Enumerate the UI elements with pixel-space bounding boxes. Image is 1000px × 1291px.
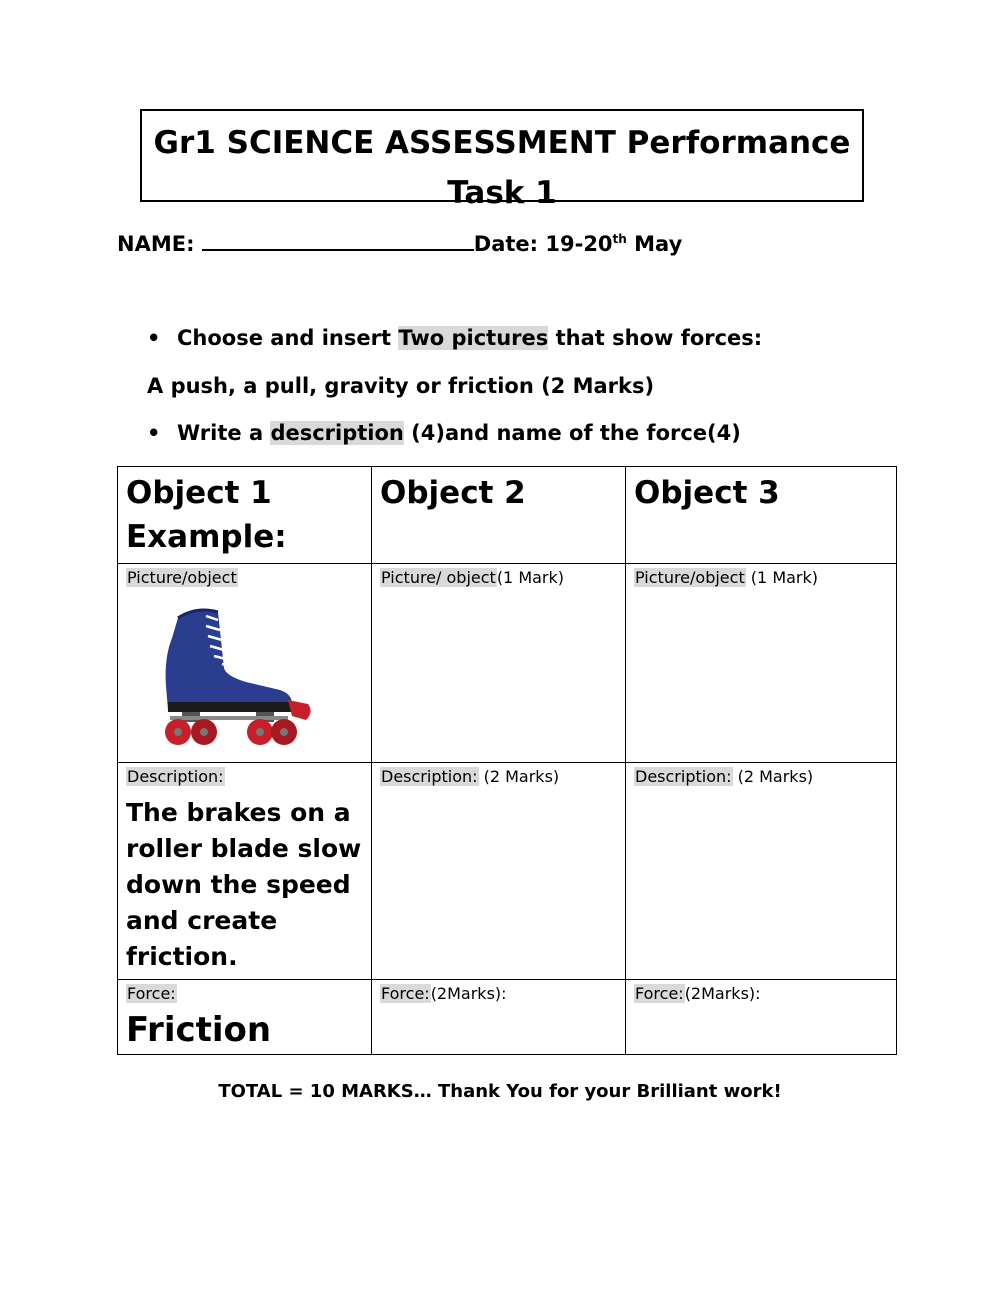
date-label: Date: 19-20 [473, 232, 613, 256]
instruction-1-text-end: that show forces: [548, 326, 763, 350]
object-2-picture-cell[interactable] [372, 564, 626, 763]
name-date-row [117, 231, 682, 256]
table-row-headings [118, 467, 897, 564]
object-2-description-cell[interactable] [372, 763, 626, 980]
name-blank-line[interactable] [202, 231, 474, 251]
object-3-force-cell[interactable] [626, 980, 897, 1055]
name-label: NAME: [117, 232, 195, 256]
object-1-picture-cell[interactable] [118, 564, 372, 763]
date-month: May [634, 232, 683, 256]
page-title: Gr1 SCIENCE ASSESSMENT Performance Task 1 [153, 125, 851, 211]
instruction-3-text: Write a [177, 421, 271, 445]
instruction-1-highlight: Two pictures [398, 326, 549, 350]
description-label: Description: [127, 767, 224, 786]
example-description: The brakes on a roller blade slow down the speed and create friction. [126, 798, 362, 971]
instruction-3-text-end: (4)and name of the force(4) [403, 421, 741, 445]
table-row-descriptions [118, 763, 897, 980]
force-marks: (2Marks): [430, 984, 507, 1003]
description-label: Description: [381, 767, 478, 786]
picture-label: Picture/ object [381, 568, 496, 587]
instruction-3 [147, 421, 741, 445]
roller-skate-icon [156, 598, 331, 753]
example-force-value: Friction [126, 1010, 272, 1050]
object-2-heading: Object 2 [380, 475, 526, 511]
object-1-description-cell[interactable] [118, 763, 372, 980]
bullet-icon: • [147, 326, 161, 350]
date-superscript: th [612, 232, 627, 246]
object-1-heading: Object 1 Example: [126, 475, 287, 555]
table-row-pictures [118, 564, 897, 763]
description-label: Description: [635, 767, 732, 786]
object-2-heading-cell [372, 467, 626, 564]
instruction-3-highlight: description [270, 421, 404, 445]
force-label: Force: [635, 984, 684, 1003]
force-label: Force: [127, 984, 176, 1003]
object-1-force-cell[interactable] [118, 980, 372, 1055]
total-marks-footer: TOTAL = 10 MARKS… Thank You for your Brilliant work! [218, 1081, 782, 1102]
instruction-1-text: Choose and insert [177, 326, 399, 350]
bullet-icon: • [147, 421, 161, 445]
picture-label: Picture/object [635, 568, 745, 587]
description-marks: (2 Marks) [732, 767, 814, 786]
object-3-heading: Object 3 [634, 475, 780, 511]
table-row-force [118, 980, 897, 1055]
force-marks: (2Marks): [684, 984, 761, 1003]
object-3-description-cell[interactable] [626, 763, 897, 980]
object-3-picture-cell[interactable] [626, 564, 897, 763]
object-3-heading-cell [626, 467, 897, 564]
objects-table [117, 466, 897, 1055]
instruction-2: A push, a pull, gravity or friction (2 Marks) [147, 374, 655, 398]
picture-label: Picture/object [127, 568, 237, 587]
picture-marks: (1 Mark) [745, 568, 819, 587]
instruction-1 [147, 326, 762, 350]
picture-marks: (1 Mark) [496, 568, 565, 587]
description-marks: (2 Marks) [478, 767, 560, 786]
object-2-force-cell[interactable] [372, 980, 626, 1055]
object-1-heading-cell [118, 467, 372, 564]
force-label: Force: [381, 984, 430, 1003]
